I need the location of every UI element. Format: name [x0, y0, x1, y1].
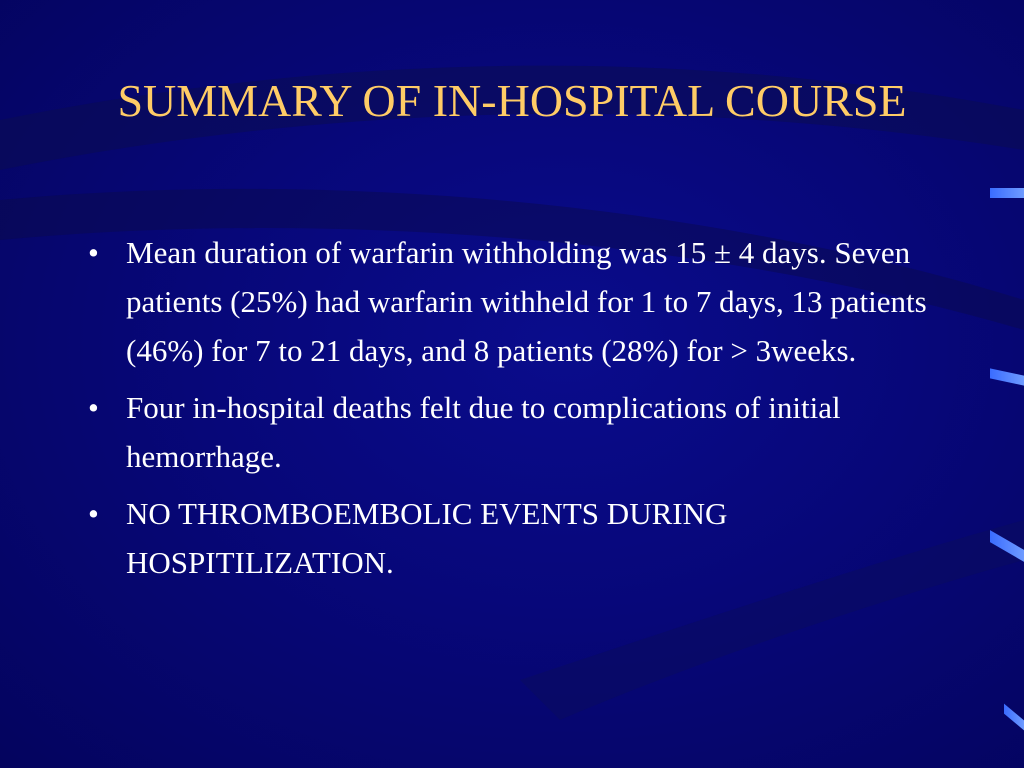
bullet-marker: • — [88, 496, 99, 531]
edge-accent-mark — [990, 188, 1024, 198]
bullet-marker: • — [88, 390, 99, 425]
bullet-text: Mean duration of warfarin withholding was 15 ± 4 days. Seven patients (25%) had warfarin withheld for 1 to 7 days, 13 patients (46%) for 7 to 21 days, and 8 patients (28%) for > 3weeks. — [126, 235, 927, 368]
bullet-text: NO THROMBOEMBOLIC EVENTS DURING HOSPITILIZATION. — [126, 496, 728, 580]
bullet-item — [84, 228, 944, 375]
slide-title: SUMMARY OF IN-HOSPITAL COURSE — [117, 75, 907, 126]
bullet-text: Four in-hospital deaths felt due to complications of initial hemorrhage. — [126, 390, 841, 474]
bullet-item — [84, 489, 944, 587]
bullet-list — [84, 228, 944, 595]
bullet-item — [84, 383, 944, 481]
bullet-marker: • — [88, 235, 99, 270]
